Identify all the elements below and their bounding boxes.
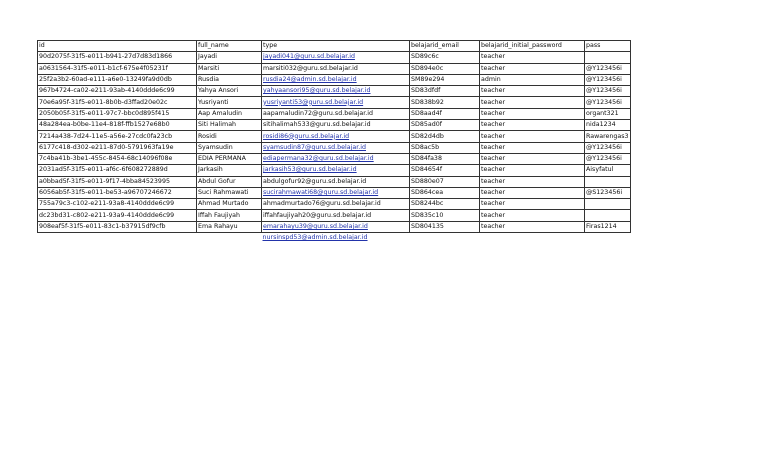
cell-belajarid-email[interactable]: SD880e07 xyxy=(410,176,480,187)
table-row xyxy=(38,108,631,119)
cell-belajarid-email[interactable]: SD838b92 xyxy=(410,97,480,108)
cell-pass[interactable]: Rawarengas3 xyxy=(585,131,631,142)
cell-id[interactable]: 48a284ea-b0be-11e4-818f-ffb1527e68b0 xyxy=(38,120,197,131)
cell-belajarid-email[interactable]: SD864cea xyxy=(410,187,480,198)
table-row xyxy=(38,63,631,74)
cell-belajarid-email[interactable]: SD85ad0f xyxy=(410,120,480,131)
header-cell-pass[interactable]: pass xyxy=(585,41,631,52)
header-cell-initial-password[interactable]: belajarid_initial_password xyxy=(480,41,585,52)
cell-full-name[interactable]: EDIA PERMANA xyxy=(197,153,262,164)
cell-type[interactable]: nursinspd53@admin.sd.belajar.id xyxy=(262,234,368,242)
cell-id[interactable]: 25f2a3b2-60ad-e111-a6e0-13249fa9d0db xyxy=(38,74,197,85)
cell-id[interactable]: 7214a438-7d24-11e5-a56e-27cdc0fa23cb xyxy=(38,131,197,142)
header-cell-full-name[interactable]: full_name xyxy=(197,41,262,52)
cell-pass[interactable]: Firas1214 xyxy=(585,221,631,232)
cell-pass[interactable]: Aisyfatul xyxy=(585,165,631,176)
cell-type[interactable]: ediapermana32@guru.sd.belajar.id xyxy=(262,153,410,164)
cell-id[interactable]: 6177c418-d302-e211-87d0-5791963fa19e xyxy=(38,142,197,153)
cell-initial-password[interactable]: teacher xyxy=(480,165,585,176)
cell-pass[interactable]: @Y123456i xyxy=(585,153,631,164)
cell-belajarid-email[interactable]: SM89e294 xyxy=(410,74,480,85)
cell-pass[interactable]: nida1234 xyxy=(585,120,631,131)
cell-type[interactable]: yusriyanti53@guru.sd.belajar.id xyxy=(262,97,410,108)
empty-cell xyxy=(197,233,262,244)
table-row xyxy=(38,97,631,108)
cell-type[interactable]: rosidi86@guru.sd.belajar.id xyxy=(262,131,410,142)
header-row xyxy=(38,41,631,52)
cell-full-name[interactable]: Suci Rahmawati xyxy=(197,187,262,198)
table-row xyxy=(38,221,631,232)
table-row xyxy=(38,210,631,221)
cell-initial-password[interactable]: teacher xyxy=(480,187,585,198)
cell-belajarid-email[interactable]: SD8aad4f xyxy=(410,108,480,119)
cell-initial-password[interactable]: teacher xyxy=(480,153,585,164)
cell-full-name[interactable]: Iffah Faujiyah xyxy=(197,210,262,221)
cell-type[interactable]: iffahfaujiyah20@guru.sd.belajar.id xyxy=(262,210,410,221)
cell-id[interactable]: 2031ad5f-31f5-e011-af6c-6f608272889d xyxy=(38,165,197,176)
cell-type[interactable]: rusdia24@admin.sd.belajar.id xyxy=(262,74,410,85)
cell-belajarid-email[interactable]: SD8ac5b xyxy=(410,142,480,153)
cell-id[interactable]: 2050b05f-31f5-e011-97c7-bbc0d895f415 xyxy=(38,108,197,119)
cell-full-name[interactable]: Rusdia xyxy=(197,74,262,85)
table-row xyxy=(38,142,631,153)
cell-id[interactable]: 70e6a95f-31f5-e011-8b0b-d3ffad20e02c xyxy=(38,97,197,108)
spreadsheet-body xyxy=(38,41,631,244)
cell-full-name[interactable]: Aap Amaludin xyxy=(197,108,262,119)
cell-id[interactable]: 7c4ba41b-3be1-455c-8454-68c14096f08e xyxy=(38,153,197,164)
cell-id[interactable]: 908eaf5f-31f5-e011-83c1-b37915df9cfb xyxy=(38,221,197,232)
cell-type[interactable]: abdulgofur92@guru.sd.belajar.id xyxy=(262,176,410,187)
cell-full-name[interactable]: Jayadi xyxy=(197,52,262,63)
table-row-extra xyxy=(38,233,631,244)
cell-pass[interactable] xyxy=(585,199,631,210)
cell-type[interactable]: jayadi041@guru.sd.belajar.id xyxy=(262,52,410,63)
cell-full-name[interactable]: Marsiti xyxy=(197,63,262,74)
cell-full-name[interactable]: Siti Halimah xyxy=(197,120,262,131)
empty-cell xyxy=(480,233,585,244)
cell-id[interactable]: a0bbad5f-31f5-e011-9f17-4bba84523995 xyxy=(38,176,197,187)
header-cell-belajarid-email[interactable]: belajarid_email xyxy=(410,41,480,52)
cell-pass[interactable]: @Y123456i xyxy=(585,63,631,74)
cell-full-name[interactable]: Yusriyanti xyxy=(197,97,262,108)
cell-initial-password[interactable]: teacher xyxy=(480,120,585,131)
cell-id[interactable]: 6056ab5f-31f5-e011-be53-a96707246672 xyxy=(38,187,197,198)
cell-initial-password[interactable]: teacher xyxy=(480,210,585,221)
cell-initial-password[interactable]: teacher xyxy=(480,52,585,63)
cell-belajarid-email[interactable]: SD83dfdf xyxy=(410,86,480,97)
cell-full-name[interactable]: Syamsudin xyxy=(197,142,262,153)
cell-initial-password[interactable]: teacher xyxy=(480,97,585,108)
cell-type[interactable]: jarkasih53@guru.sd.belajar.id xyxy=(262,165,410,176)
cell-initial-password[interactable]: teacher xyxy=(480,142,585,153)
cell-type[interactable]: emarahayu39@guru.sd.belajar.id xyxy=(262,221,410,232)
cell-id[interactable]: 967b4724-ca02-e211-93ab-4140ddde6c99 xyxy=(38,86,197,97)
cell-initial-password[interactable]: teacher xyxy=(480,176,585,187)
cell-belajarid-email[interactable]: SD835c10 xyxy=(410,210,480,221)
cell-pass[interactable] xyxy=(585,52,631,63)
cell-initial-password[interactable]: teacher xyxy=(480,86,585,97)
header-cell-id[interactable]: id xyxy=(38,41,197,52)
cell-belajarid-email[interactable]: SD8244bc xyxy=(410,199,480,210)
table-row xyxy=(38,199,631,210)
cell-type[interactable]: aapamaludin72@guru.sd.belajar.id xyxy=(262,108,410,119)
cell-type[interactable]: marsiti032@guru.sd.belajar.id xyxy=(262,63,410,74)
cell-full-name[interactable]: Abdul Gofur xyxy=(197,176,262,187)
header-cell-type[interactable]: type xyxy=(262,41,410,52)
spreadsheet-table xyxy=(37,40,631,243)
cell-belajarid-email[interactable]: SD84fa38 xyxy=(410,153,480,164)
table-row xyxy=(38,153,631,164)
cell-full-name[interactable]: Yahya Ansori xyxy=(197,86,262,97)
table-row xyxy=(38,74,631,85)
cell-full-name[interactable]: Ahmad Murtado xyxy=(197,199,262,210)
cell-type[interactable]: ahmadmurtado76@guru.sd.belajar.id xyxy=(262,199,410,210)
cell-initial-password[interactable]: teacher xyxy=(480,221,585,232)
table-row xyxy=(38,131,631,142)
cell-belajarid-email[interactable]: SD89c6c xyxy=(410,52,480,63)
table-row xyxy=(38,187,631,198)
cell-id[interactable]: 755a79c3-c102-e211-93a8-4140ddde6c99 xyxy=(38,199,197,210)
table-row xyxy=(38,165,631,176)
empty-cell xyxy=(38,233,197,244)
table-row xyxy=(38,86,631,97)
cell-initial-password[interactable]: admin xyxy=(480,74,585,85)
cell-belajarid-email[interactable]: SD84654f xyxy=(410,165,480,176)
cell-pass[interactable] xyxy=(585,210,631,221)
cell-id[interactable]: 90d2075f-31f5-e011-b941-27d7d83d1866 xyxy=(38,52,197,63)
table-row xyxy=(38,176,631,187)
cell-full-name[interactable]: Ema Rahayu xyxy=(197,221,262,232)
cell-pass[interactable]: @Y123456i xyxy=(585,142,631,153)
cell-pass[interactable]: @Y123456i xyxy=(585,74,631,85)
cell-type[interactable]: sitihalimah533@guru.sd.belajar.id xyxy=(262,120,410,131)
cell-pass[interactable]: @S123456i xyxy=(585,187,631,198)
cell-initial-password[interactable]: teacher xyxy=(480,108,585,119)
cell-belajarid-email[interactable]: SD894e0c xyxy=(410,63,480,74)
cell-type[interactable]: syamsudin87@guru.sd.belajar.id xyxy=(262,142,410,153)
empty-cell xyxy=(410,233,480,244)
table-row xyxy=(38,52,631,63)
cell-full-name[interactable]: Jarkasih xyxy=(197,165,262,176)
cell-belajarid-email[interactable]: SD82d4db xyxy=(410,131,480,142)
cell-pass[interactable] xyxy=(585,176,631,187)
cell-initial-password[interactable]: teacher xyxy=(480,63,585,74)
cell-pass[interactable]: organt321 xyxy=(585,108,631,119)
cell-id[interactable]: dc23bd31-c802-e211-93a9-4140ddde6c99 xyxy=(38,210,197,221)
cell-full-name[interactable]: Rosidi xyxy=(197,131,262,142)
cell-type[interactable]: yahyaansori95@guru.sd.belajar.id xyxy=(262,86,410,97)
table-row xyxy=(38,120,631,131)
empty-cell xyxy=(585,233,631,244)
cell-belajarid-email[interactable]: SD804135 xyxy=(410,221,480,232)
cell-type[interactable]: sucirahmawati68@guru.sd.belajar.id xyxy=(262,187,410,198)
cell-initial-password[interactable]: teacher xyxy=(480,131,585,142)
cell-pass[interactable]: @Y123456i xyxy=(585,86,631,97)
cell-id[interactable]: a0631564-31f5-e011-b1cf-675e4f05231f xyxy=(38,63,197,74)
cell-pass[interactable]: @Y123456i xyxy=(585,97,631,108)
cell-initial-password[interactable]: teacher xyxy=(480,199,585,210)
